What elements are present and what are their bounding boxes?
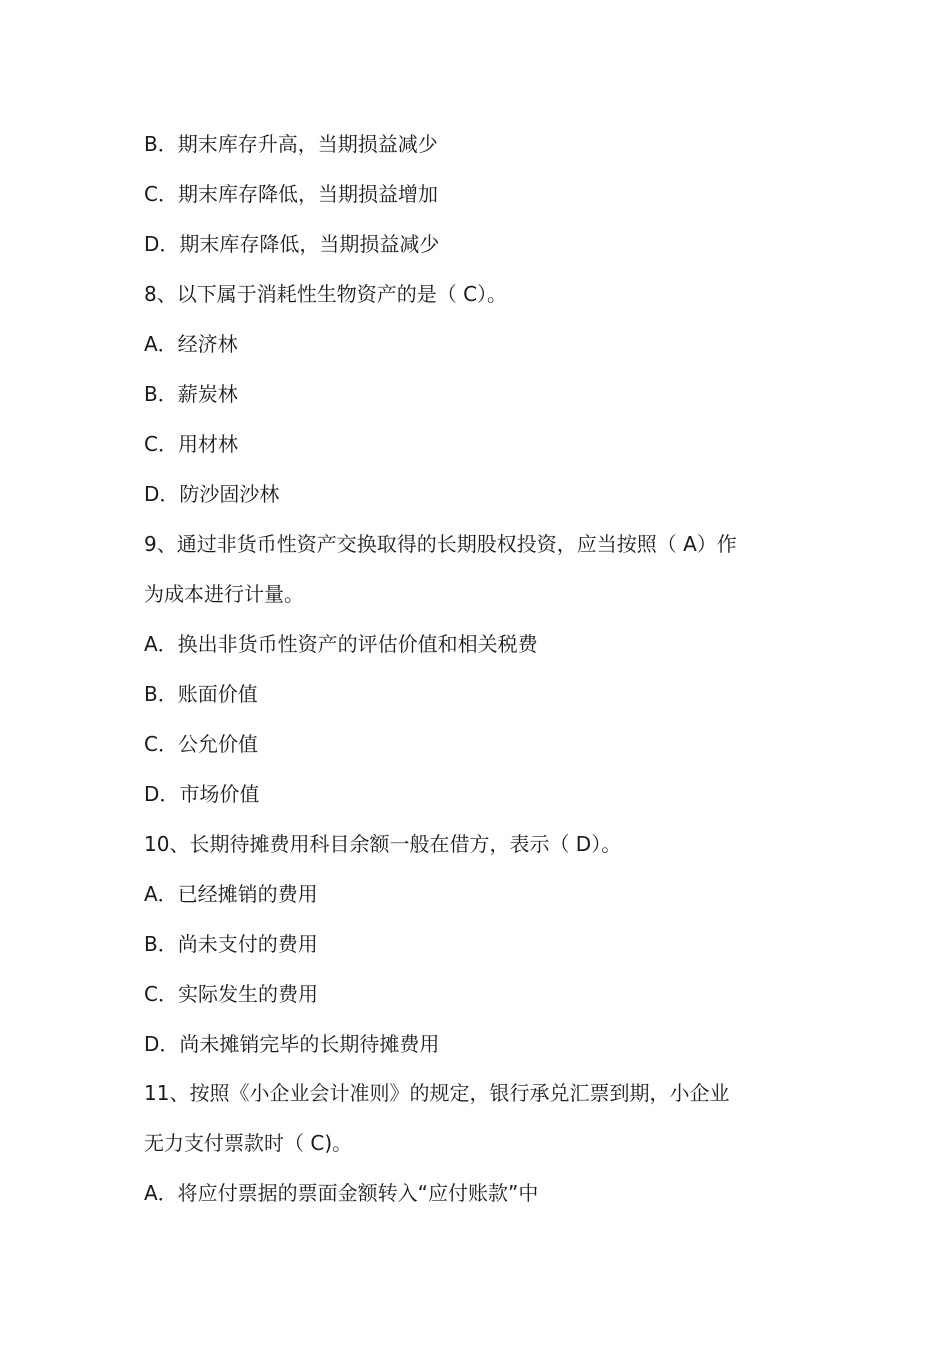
option-c-q7: C．期末库存降低，当期损益增加 bbox=[144, 182, 438, 206]
option-c-q9: C．公允价值 bbox=[144, 732, 258, 756]
option-c-q10: C．实际发生的费用 bbox=[144, 982, 318, 1006]
option-d-q8: D．防沙固沙林 bbox=[144, 482, 280, 506]
option-c-q8: C．用材林 bbox=[144, 432, 238, 456]
option-b-q7: B．期末库存升高，当期损益减少 bbox=[144, 132, 438, 156]
option-a-q11: A．将应付票据的票面金额转入“应付账款”中 bbox=[144, 1181, 539, 1205]
option-d-q7: D．期末库存降低，当期损益减少 bbox=[144, 232, 440, 256]
option-a-q10: A．已经摊销的费用 bbox=[144, 882, 318, 906]
question-11: 11、按照《小企业会计准则》的规定，银行承兑汇票到期，小企业 bbox=[144, 1081, 730, 1105]
option-d-q10: D．尚未摊销完毕的长期待摊费用 bbox=[144, 1032, 440, 1056]
option-a-q8: A．经济林 bbox=[144, 332, 238, 356]
option-b-q8: B．薪炭林 bbox=[144, 382, 238, 406]
question-9: 9、通过非货币性资产交换取得的长期股权投资，应当按照（ A）作 bbox=[144, 532, 737, 556]
option-b-q10: B．尚未支付的费用 bbox=[144, 932, 318, 956]
question-10: 10、长期待摊费用科目余额一般在借方，表示（ D）。 bbox=[144, 832, 622, 856]
question-9-continued: 为成本进行计量。 bbox=[144, 582, 304, 606]
question-11-continued: 无力支付票款时（ C)。 bbox=[144, 1131, 353, 1155]
option-b-q9: B．账面价值 bbox=[144, 682, 258, 706]
option-d-q9: D．市场价值 bbox=[144, 782, 260, 806]
option-a-q9: A．换出非货币性资产的评估价值和相关税费 bbox=[144, 632, 538, 656]
question-8: 8、以下属于消耗性生物资产的是（ C）。 bbox=[144, 282, 508, 306]
